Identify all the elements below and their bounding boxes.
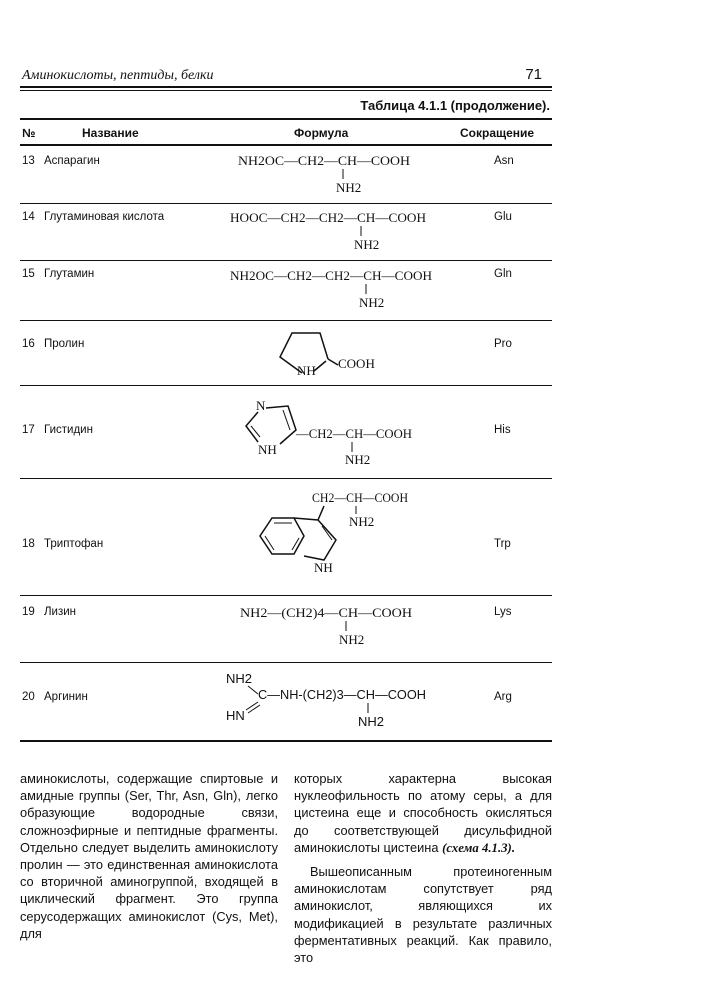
tryptophan-formula [236,484,436,592]
table-rule-top [20,118,552,120]
histidine-nh: NH [258,442,277,457]
body-right-column [294,770,552,966]
his-nh2: NH2 [345,452,371,467]
row-separator [20,662,552,663]
table-rule-bottom [20,740,552,742]
row-abbr: Glu [494,211,512,223]
arginine-formula [224,666,439,736]
row-separator [20,203,552,204]
asn-chain: NH2OC—CH2—CH—COOH [238,153,410,168]
row-separator [20,595,552,596]
trp-nh: NH [314,560,333,575]
row-abbr: Lys [494,606,512,618]
glu-chain: HOOC—CH2—CH2—CH—COOH [230,210,426,225]
trp-nh2: NH2 [349,514,375,529]
row-number: 17 [22,424,35,436]
col-header-formula: Формула [294,126,349,140]
right-paragraph-1 [294,770,552,857]
left-paragraph: аминокислоты, содержащие спиртовые и амидные группы (Ser, Thr, Asn, Gln), легко образующие водородные связи, сложноэфирные и пептидные фрагменты. Отдельно следует выделить аминокислоту пролин — это единственная аминокислота со вторичной аминогруппой, входящей в циклический фрагмент. Это группа серусодержащих аминокислот (Cys, Met), для [20,771,278,941]
row-separator [20,260,552,261]
right-paragraph-1-text: которых характерна высокая нуклеофильность по атому серы, а для цистеина еще и способность окисляться до соответствующей дисульфидной аминокислоты цистеина [294,771,552,855]
row-abbr: Arg [494,691,512,703]
trp-chain: CH2—CH—COOH [312,490,408,505]
row-abbr: His [494,424,511,436]
row-name: Глутамин [44,268,95,280]
lys-nh2: NH2 [339,632,365,647]
his-chain: —CH2—CH—COOH [295,426,412,441]
row-name: Аспарагин [44,155,100,167]
running-title: Аминокислоты, пептиды, белки [22,68,214,83]
row-name: Триптофан [44,538,104,550]
right-paragraph-2: Вышеописанным протеиногенным аминокислотам сопутствует ряд аминокислот, являющихся их модификацией в результате различных ферментативных реакций. Как правило, это [294,864,552,966]
row-number: 13 [22,155,35,167]
asparagine-formula [236,148,436,200]
row-number: 18 [22,538,35,550]
arg-chain: C—NH-(CH2)3—CH—COOH [258,687,426,702]
row-number: 14 [22,211,35,223]
arg-hn: HN [226,708,245,723]
scheme-reference: (схема 4.1.3). [442,840,516,855]
histidine-formula [236,392,436,474]
body-left-column [20,770,278,942]
row-abbr: Trp [494,538,511,550]
header-rule-top [20,86,552,88]
gln-nh2: NH2 [359,295,385,310]
row-name: Пролин [44,338,85,350]
row-number: 15 [22,268,35,280]
row-name: Глутаминовая кислота [44,211,165,223]
row-abbr: Asn [494,155,514,167]
page-number: 71 [525,66,542,83]
row-name: Лизин [44,606,77,618]
proline-cooh: COOH [338,356,375,371]
glutamine-formula [228,265,443,317]
header-row-rule [20,144,552,146]
asn-nh2: NH2 [336,180,362,195]
row-separator [20,478,552,479]
row-separator [20,320,552,321]
row-name: Аргинин [44,691,88,703]
glu-nh2: NH2 [354,237,380,252]
row-number: 16 [22,338,35,350]
header-rule-bottom [20,90,552,91]
col-header-num: № [22,126,36,140]
row-abbr: Pro [494,338,512,350]
col-header-name: Название [82,126,139,140]
row-abbr: Gln [494,268,512,280]
gln-chain: NH2OC—CH2—CH2—CH—COOH [230,268,432,283]
row-separator [20,385,552,386]
lysine-formula [236,600,436,656]
row-name: Гистидин [44,424,93,436]
arg-nh2-bottom: NH2 [358,714,385,729]
table-caption: Таблица 4.1.1 (продолжение). [360,98,550,113]
proline-nh: NH [297,363,316,378]
lys-chain: NH2—(CH2)4—CH—COOH [240,605,412,620]
histidine-n: N [256,398,266,413]
col-header-abbr: Сокращение [460,126,535,140]
row-number: 20 [22,691,35,703]
arg-nh2-top: NH2 [226,671,253,686]
glutamic-acid-formula [228,206,438,258]
proline-formula [270,325,400,383]
row-number: 19 [22,606,35,618]
